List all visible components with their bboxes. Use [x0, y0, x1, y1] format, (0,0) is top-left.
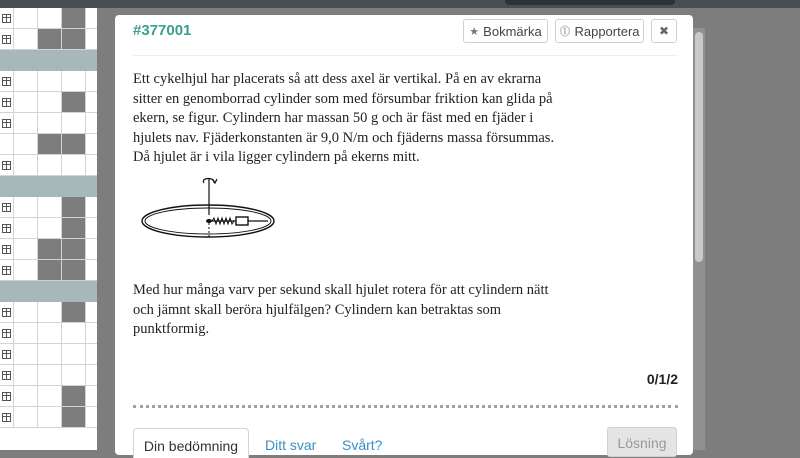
grid-row: [0, 50, 97, 71]
grid-cell[interactable]: [38, 197, 62, 217]
grid-cell[interactable]: [38, 302, 62, 322]
grid-cell[interactable]: [14, 92, 38, 112]
grid-cell[interactable]: [38, 155, 62, 175]
grid-row: [0, 386, 97, 407]
grid-cell[interactable]: [14, 197, 38, 217]
grid-cell[interactable]: [0, 365, 14, 385]
grid-cell[interactable]: [0, 302, 14, 322]
table-icon: [2, 350, 11, 359]
grid-cell[interactable]: [62, 92, 86, 112]
question-prompt: Med hur många varv per sekund skall hjulet rotera för att cylindern nätt och jämnt skall beröra hjulfälgen? Cylindern kan betraktas som punktformig.: [133, 282, 549, 337]
grid-cell[interactable]: [0, 134, 14, 154]
close-button[interactable]: [651, 19, 677, 43]
grid-cell[interactable]: [0, 197, 14, 217]
grid-cell[interactable]: [14, 365, 38, 385]
table-icon: [2, 392, 11, 401]
bookmark-button[interactable]: [463, 19, 548, 43]
grid-cell[interactable]: [14, 71, 38, 91]
table-icon: [2, 245, 11, 254]
report-button[interactable]: [555, 19, 644, 43]
grid-cell[interactable]: [62, 71, 86, 91]
grid-cell[interactable]: [0, 386, 14, 406]
grid-row: [0, 197, 97, 218]
close-icon: ✖: [658, 24, 670, 38]
grid-row: [0, 281, 97, 302]
star-icon: ★: [469, 25, 480, 38]
grid-cell[interactable]: [14, 386, 38, 406]
grid-row: [0, 71, 97, 92]
grid-cell[interactable]: [14, 155, 38, 175]
grid-row: [0, 134, 97, 155]
grid-cell[interactable]: [62, 386, 86, 406]
scrollbar-thumb[interactable]: [695, 32, 703, 262]
grid-cell[interactable]: [62, 29, 86, 49]
grid-row: [0, 407, 97, 428]
grid-cell[interactable]: [0, 239, 14, 259]
table-icon: [2, 329, 11, 338]
grid-cell[interactable]: [62, 323, 86, 343]
grid-cell[interactable]: [38, 134, 62, 154]
grid-cell[interactable]: [38, 8, 62, 28]
exclamation-circle-icon: ⓵: [559, 26, 571, 38]
grid-cell[interactable]: [0, 92, 14, 112]
question-id: #377001: [133, 22, 192, 39]
grid-cell[interactable]: [14, 344, 38, 364]
grid-cell[interactable]: [62, 8, 86, 28]
grid-row: [0, 260, 97, 281]
grid-cell[interactable]: [0, 8, 14, 28]
grid-row: [0, 323, 97, 344]
table-icon: [2, 371, 11, 380]
grid-cell[interactable]: [62, 407, 86, 427]
grid-cell[interactable]: [38, 323, 62, 343]
grid-cell[interactable]: [0, 71, 14, 91]
grid-cell[interactable]: [14, 218, 38, 238]
grid-cell[interactable]: [62, 197, 86, 217]
grid-cell[interactable]: [38, 239, 62, 259]
table-icon: [2, 413, 11, 422]
wheel-figure: [138, 175, 278, 241]
grid-cell[interactable]: [0, 113, 14, 133]
grid-row: [0, 176, 97, 197]
grid-row: [0, 8, 97, 29]
score-display: 0/1/2: [646, 371, 678, 387]
grid-cell[interactable]: [62, 218, 86, 238]
report-label: Rapportera: [574, 23, 640, 39]
grid-cell[interactable]: [62, 260, 86, 280]
grid-cell[interactable]: [14, 134, 38, 154]
grid-row: [0, 239, 97, 260]
table-icon: [2, 308, 11, 317]
tab-din-bedomning[interactable]: Din bedömning: [133, 428, 249, 458]
grid-cell[interactable]: [38, 218, 62, 238]
grid-cell[interactable]: [62, 134, 86, 154]
grid-cell[interactable]: [38, 260, 62, 280]
grid-cell[interactable]: [38, 92, 62, 112]
grid-cell[interactable]: [62, 239, 86, 259]
table-icon: [2, 203, 11, 212]
table-icon: [2, 224, 11, 233]
grid-cell[interactable]: [38, 344, 62, 364]
grid-cell[interactable]: [14, 239, 38, 259]
grid-cell[interactable]: [62, 113, 86, 133]
grid-cell[interactable]: [38, 113, 62, 133]
grid-cell[interactable]: [14, 260, 38, 280]
grid-cell[interactable]: [38, 386, 62, 406]
header-divider: [133, 55, 678, 56]
table-icon: [2, 35, 11, 44]
grid-cell[interactable]: [0, 344, 14, 364]
grid-cell[interactable]: [38, 71, 62, 91]
grid-cell[interactable]: [14, 302, 38, 322]
top-bar-tab: [505, 0, 675, 5]
grid-cell[interactable]: [38, 407, 62, 427]
grid-row: [0, 155, 97, 176]
grid-row: [0, 365, 97, 386]
panel-gutter: [97, 8, 108, 450]
grid-cell[interactable]: [38, 29, 62, 49]
table-icon: [2, 119, 11, 128]
grid-cell[interactable]: [62, 365, 86, 385]
grid-row: [0, 92, 97, 113]
right-backdrop: [692, 8, 800, 450]
grid-cell[interactable]: [62, 344, 86, 364]
grid-cell[interactable]: [14, 113, 38, 133]
bookmark-label: Bokmärka: [483, 23, 542, 39]
table-icon: [2, 14, 11, 23]
grid-cell[interactable]: [14, 29, 38, 49]
grid-cell[interactable]: [0, 407, 14, 427]
progress-grid: [0, 8, 97, 450]
question-text: Ett cykelhjul har placerats så att dess axel är vertikal. På en av ekrarna sitter en genomborrad cylinder som med försumbar friktion kan glida på ekern, se figur. Cylindern har massan 50 g och är fäst med en fjäder i hjulets nav. Fjäderkonstanten är 9,0 N/m och fjäderns massa försummas. Då hjulet är i vila ligger cylindern på ekerns mitt.: [133, 71, 555, 165]
grid-cell[interactable]: [0, 155, 14, 175]
grid-row: [0, 29, 97, 50]
grid-row: [0, 302, 97, 323]
table-icon: [2, 266, 11, 275]
grid-cell[interactable]: [0, 29, 14, 49]
grid-cell[interactable]: [0, 323, 14, 343]
grid-row: [0, 113, 97, 134]
grid-cell[interactable]: [0, 218, 14, 238]
table-icon: [2, 77, 11, 86]
grid-cell[interactable]: [14, 407, 38, 427]
table-icon: [2, 98, 11, 107]
grid-cell[interactable]: [0, 260, 14, 280]
tab-svart[interactable]: Svårt?: [342, 437, 383, 453]
grid-row: [0, 218, 97, 239]
grid-cell[interactable]: [62, 302, 86, 322]
solution-button[interactable]: Lösning: [607, 427, 677, 457]
tab-ditt-svar[interactable]: Ditt svar: [265, 437, 317, 453]
grid-cell[interactable]: [14, 8, 38, 28]
dotted-divider: [133, 405, 678, 408]
grid-row: [0, 344, 97, 365]
grid-cell[interactable]: [38, 365, 62, 385]
table-icon: [2, 161, 11, 170]
top-bar: [0, 0, 800, 8]
grid-cell[interactable]: [62, 155, 86, 175]
grid-cell[interactable]: [14, 323, 38, 343]
